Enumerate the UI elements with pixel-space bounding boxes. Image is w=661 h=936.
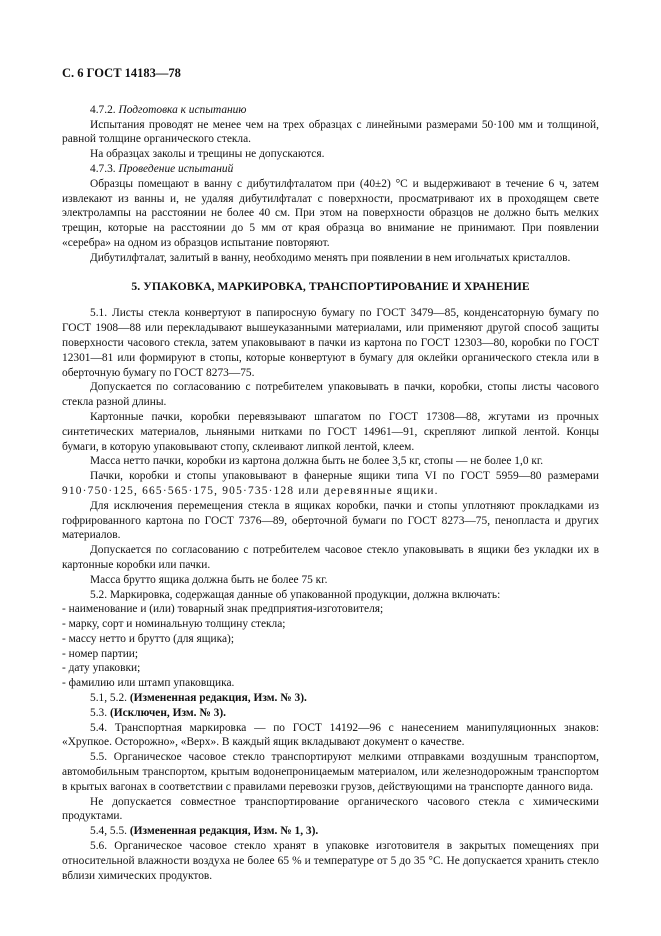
note-number: 5.1, 5.2. bbox=[90, 692, 128, 705]
paragraph: На образцах заколы и трещины не допускаются. bbox=[90, 148, 325, 161]
paragraph: Допускается по согласованию с потребителем часовое стекло упаковывать в ящики без укладки их в картонные коробки или пачки. bbox=[62, 544, 599, 571]
section-5-title: 5. УПАКОВКА, МАРКИРОВКА, ТРАНСПОРТИРОВАНИЕ И ХРАНЕНИЕ bbox=[131, 279, 530, 293]
paragraph: 5.2. Маркировка, содержащая данные об упакованной продукции, должна включать: bbox=[90, 588, 501, 601]
paragraph: Картонные пачки, коробки перевязывают шпагатом по ГОСТ 17308—88, жгутами из прочных синтетических материалов, льняными нитками по ГОСТ 14961—91, скрепляют липкой лентой. Концы бумаги, в которую упаковывают стопу, склеивают липкой лентой, клеем. bbox=[62, 410, 599, 453]
paragraph: Образцы помещают в ванну с дибутилфталатом при (40±2) °С и выдерживают в течение 6 ч, затем извлекают из ванны и, не удаляя дибутилфталат с поверхности, просматривают их в проходящем свете электролампы на расстоянии не более 40 см. При этом на поверхности образцов не должно быть мелких трещин, которые на расстоянии до 5 мм от края образца во внимание не принимают. При появлении «серебра» на одном из образцов испытание повторяют. bbox=[62, 177, 599, 249]
paragraph: Допускается по согласованию с потребителем упаковывать в пачки, коробки, стопы листы часового стекла разной длины. bbox=[62, 381, 599, 409]
list-item: - дату упаковки; bbox=[62, 662, 141, 675]
clause-title: Проведение испытаний bbox=[118, 162, 234, 175]
paragraph: Не допускается совместное транспортирование органического часового стекла с химическими продуктами. bbox=[62, 795, 599, 823]
list-item: - марку, сорт и номинальную толщину стекла; bbox=[62, 618, 286, 631]
list-item: - номер партии; bbox=[62, 647, 139, 660]
paragraph: Дибутилфталат, залитый в ванну, необходимо менять при появлении в нем игольчатых кристаллов. bbox=[90, 251, 571, 264]
paragraph: 5.6. Органическое часовое стекло хранят в упаковке изготовителя в закрытых помещениях при относительной влажности воздуха не более 65 % и температуре от 5 до 35 °С. Не допускается хранить стекло вблизи химических продуктов. bbox=[62, 840, 599, 882]
paragraph: 5.4. Транспортная маркировка — по ГОСТ 14192—96 с нанесением манипуляционных знаков: «Хрупкое. Осторожно», «Верх». В каждый ящик вкладывают документ о качестве. bbox=[62, 721, 599, 749]
clause-4-7-2-heading bbox=[62, 103, 599, 118]
clause-number: 4.7.3. bbox=[90, 162, 116, 175]
paragraph: 5.1. Листы стекла конвертуют в папиросную бумагу по ГОСТ 3479—85, конденсаторную бумагу по ГОСТ 1908—88 или перекладывают вышеуказанными материалами, или применяют другой способ защиты поверхности часового стекла, затем упаковывают в пачки из картона по ГОСТ 12303—80, коробки по ГОСТ 12301—81 или формируют в стопы, которые конвертуют в бумагу для оклейки органического стекла или в оберточную бумагу по ГОСТ 8273—75. bbox=[62, 307, 599, 379]
note-number: 5.3. bbox=[90, 706, 108, 719]
paragraph: 5.5. Органическое часовое стекло транспортируют мелкими отправками воздушным транспортом, автомобильным транспортом, крытым водонепроницаемым материалом, или железнодорожным транспортом в крытых вагонах в соответствии с правилами перевозки грузов, действующими на транспорте данного вида. bbox=[62, 751, 599, 793]
box-dimensions: 910·750·125, 665·565·175, 905·735·128 или деревянные ящики. bbox=[62, 484, 439, 497]
list-item: - фамилию или штамп упаковщика. bbox=[62, 677, 235, 690]
clause-number: 4.7.2. bbox=[90, 103, 116, 116]
amendment-note bbox=[62, 706, 599, 721]
amendment-note bbox=[62, 824, 599, 839]
clause-title: Подготовка к испытанию bbox=[118, 103, 247, 116]
note-text: (Измененная редакция, Изм. № 1, 3). bbox=[129, 825, 319, 838]
amendment-note bbox=[62, 691, 599, 706]
paragraph: Масса нетто пачки, коробки из картона должна быть не более 3,5 кг, стопы — не более 1,0 кг. bbox=[90, 455, 544, 468]
clause-4-7-3-heading bbox=[62, 162, 599, 177]
list-item: - наименование и (или) товарный знак предприятия-изготовителя; bbox=[62, 603, 384, 616]
note-text: (Измененная редакция, Изм. № 3). bbox=[129, 692, 307, 705]
paragraph-text: Пачки, коробки и стопы упаковывают в фанерные ящики типа VI по ГОСТ 5959—80 размерами bbox=[90, 470, 599, 483]
note-number: 5.4, 5.5. bbox=[90, 825, 128, 838]
paragraph: Для исключения перемещения стекла в ящиках коробки, пачки и стопы уплотняют прокладками из гофрированного картона по ГОСТ 7376—89, оберточной бумаги по ГОСТ 8273—75, пенопласта и других материалов. bbox=[62, 499, 599, 542]
paragraph: Масса брутто ящика должна быть не более 75 кг. bbox=[90, 573, 328, 586]
paragraph-5-1-boxes bbox=[62, 469, 599, 499]
list-item: - массу нетто и брутто (для ящика); bbox=[62, 632, 234, 645]
note-text: (Исключен, Изм. № 3). bbox=[109, 706, 226, 719]
paragraph: Испытания проводят не менее чем на трех образцах с линейными размерами 50·100 мм и толщиной, равной толщине органического стекла. bbox=[62, 118, 599, 146]
page-header: С. 6 ГОСТ 14183—78 bbox=[62, 66, 181, 80]
